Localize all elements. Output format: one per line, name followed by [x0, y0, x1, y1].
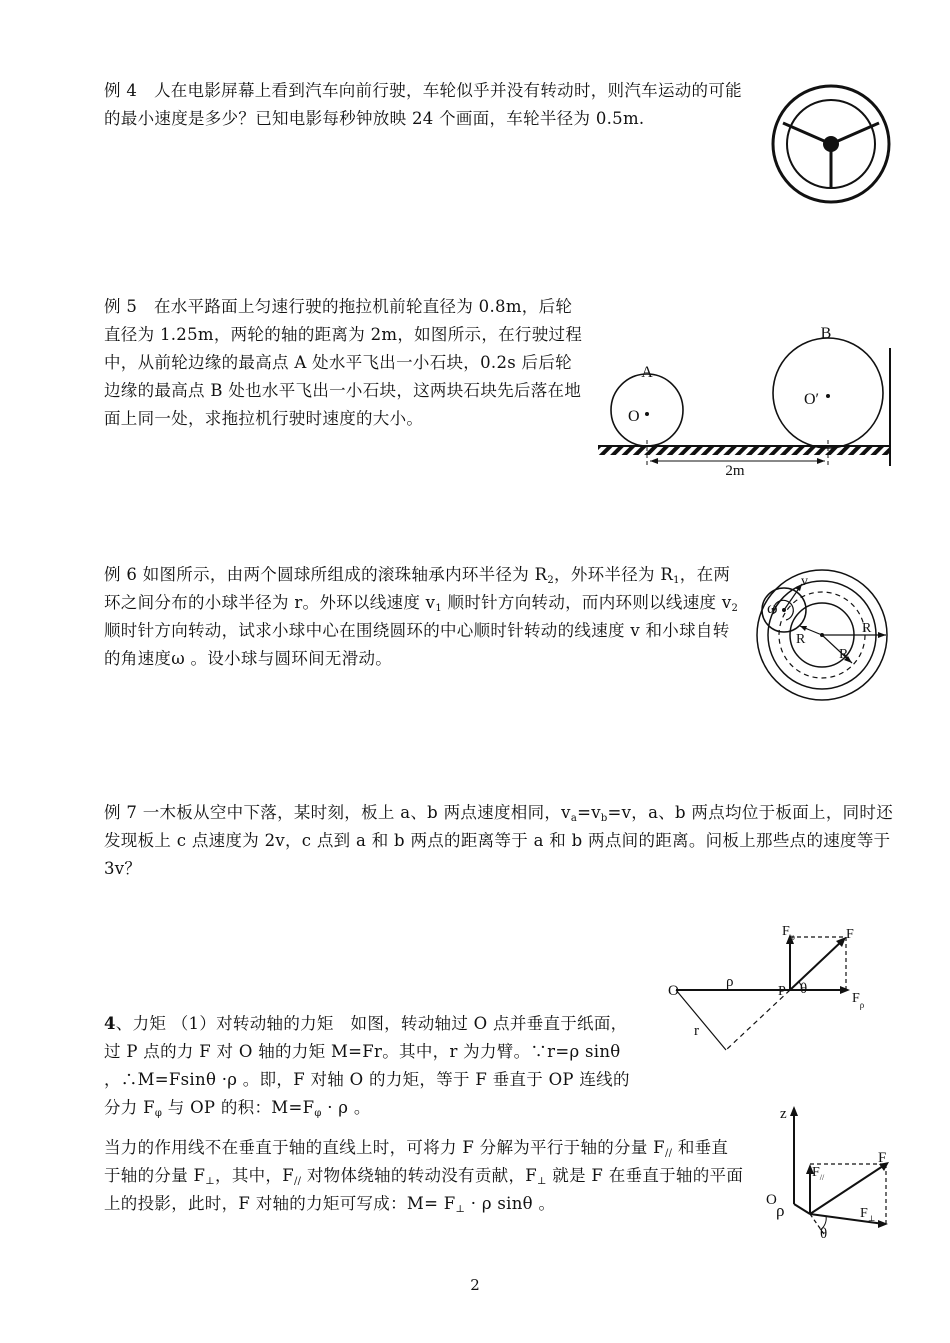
page-number: 2 [470, 1276, 480, 1294]
label-a: A [641, 364, 653, 381]
example-5-text: 例 5 在水平路面上匀速行驶的拖拉机前轮直径为 0.8m，后轮直径为 1.25m，两轮的轴的距离为 2m，如图所示，在行驶过程中，从前轮边缘的最高点 A 处水平飞出一小石块，0.2s 后后轮边缘的最高点 B 处也水平飞出一小石块，这两块石块先后落在地面上同一处，求拖拉机行驶时速度的大小。 [104, 297, 583, 428]
label-f-parallel: $F_{//}$ [812, 1165, 825, 1182]
bearing-figure [752, 568, 892, 703]
label-b: B [820, 325, 832, 342]
label-rho: ρ [726, 974, 734, 990]
example-4-text: 例 4 人在电影屏幕上看到汽车向前行驶，车轮似乎并没有转动时，则汽车运动的可能的最小速度是多少？已知电影每秒钟放映 24 个画面，车轮半径为 0.5m. [104, 81, 742, 128]
label-p: P [778, 984, 786, 999]
label-f-perp: $F_\perp$ [860, 1206, 876, 1223]
label-r1: R [862, 621, 872, 636]
torque-paragraph-1: 4、力矩 （1）对转动轴的力矩 如图，转动轴过 O 点并垂直于纸面，过 P 点的力 F 对 O 轴的力矩 M=Fr。其中，r 为力臂。∵r=ρ sinθ ，∴M=Fsinθ ·ρ 。即，F 对轴 O 的力矩，等于 F 垂直于 OP 连线的分力 $F_\varphi$ 与 OP 的积：$M=F_\varphi \cdot \rho$ 。 [104, 1014, 630, 1119]
label-r3: R [839, 647, 849, 662]
label-r: r [694, 1023, 699, 1039]
tractor-wheels-figure [598, 320, 898, 480]
label-z: z [780, 1106, 787, 1122]
label-f-rho: $F_\rho$ [852, 991, 865, 1010]
example-7-text: 例 7 一木板从空中下落，某时刻，板上 a、b 两点速度相同，$v_a=v_b=v$，a、b 两点均位于板面上，同时还发现板上 c 点速度为 2v，c 点到 a 和 b 两点的距离等于 a 和 b 两点间的距离。问板上那些点的速度等于 3v？ [104, 803, 894, 878]
label-o: O [766, 1192, 777, 1208]
label-rho: ρ [776, 1201, 785, 1220]
torque-planar-figure [664, 920, 894, 1070]
label-f-phi: $F_\varphi$ [782, 924, 795, 942]
label-omega: ω [767, 600, 778, 617]
torque-paragraph-2: 当力的作用线不在垂直于轴的直线上时，可将力 F 分解为平行于轴的分量 $F_{//}$ 和垂直于轴的分量 $F_\perp$，其中，$F_{//}$ 对物体绕轴的转动没有贡献，$F_\perp$ 就是 F 在垂直于轴的平面上的投影，此时，F 对轴的力矩可写成：$M= F_\perp \cdot \rho$ sinθ 。 [104, 1138, 744, 1215]
label-theta: θ [800, 981, 808, 997]
label-o: O [628, 408, 640, 425]
steering-wheel-figure [768, 84, 898, 214]
label-distance: 2m [725, 463, 745, 479]
label-o-prime: O′ [804, 391, 820, 408]
label-theta: θ [820, 1226, 828, 1240]
example-6-text: 例 6 如图所示，由两个圆球所组成的滚珠轴承内环半径为 $R_2$，外环半径为 $R_1$，在两环之间分布的小球半径为 r。外环以线速度 $v_1$ 顺时针方向转动，而内环则以线速度 $v_2$ 顺时针方向转动，试求小球中心在围绕圆环的中心顺时针转动的线速度 v 和小球自转的角速度ω 。设小球与圆环间无滑动。 [104, 565, 739, 668]
torque-spatial-figure [760, 1100, 900, 1240]
label-f: F [846, 927, 854, 942]
label-r2: R [796, 632, 806, 647]
label-v: v [801, 574, 808, 589]
label-f: F [878, 1150, 887, 1166]
label-o: O [668, 983, 679, 999]
